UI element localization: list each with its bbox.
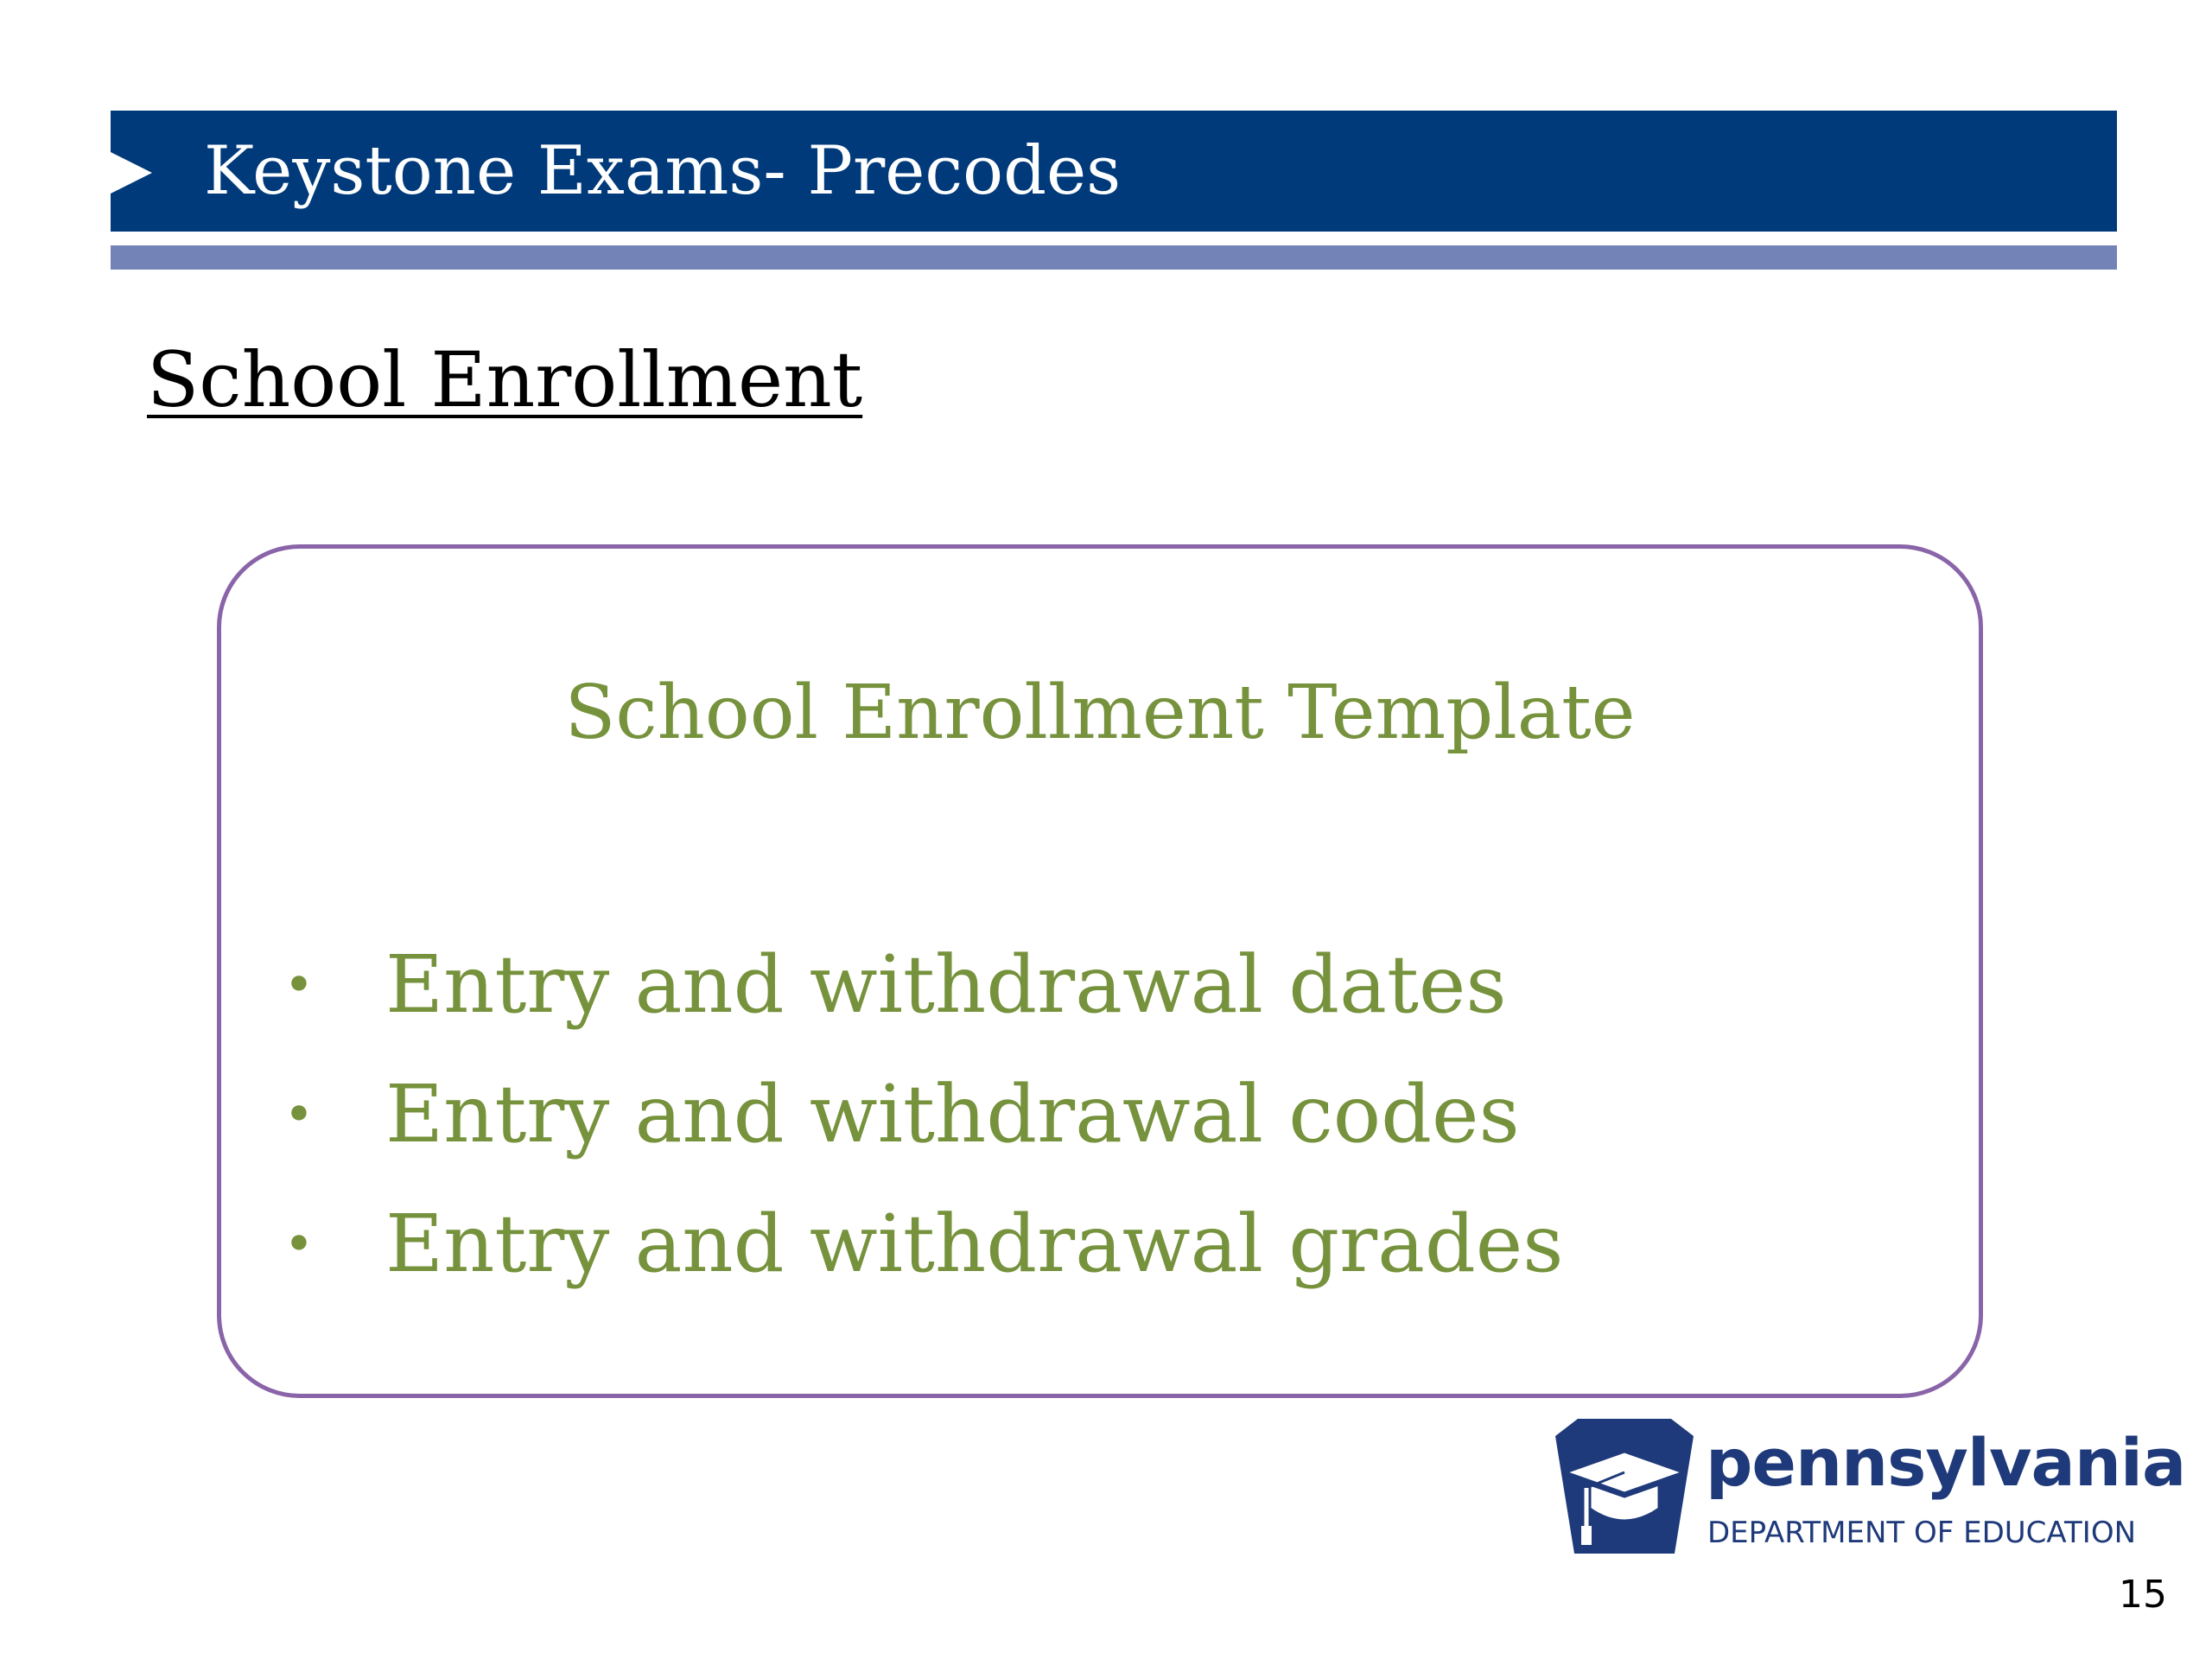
page-number: 15 xyxy=(2119,1573,2167,1617)
keystone-graduation-cap-icon xyxy=(1552,1417,1697,1564)
title-arrow-icon xyxy=(111,152,152,194)
bullet-icon: • xyxy=(283,1084,315,1145)
section-heading: School Enrollment xyxy=(147,335,863,424)
bullet-text: Entry and withdrawal codes xyxy=(385,1068,1520,1160)
slide-title: Keystone Exams- Precodes xyxy=(204,132,1122,210)
logo-department: DEPARTMENT OF EDUCATION xyxy=(1707,1516,2137,1550)
bullet-icon: • xyxy=(283,955,315,1015)
logo-wordmark: pennsylvania xyxy=(1706,1424,2186,1501)
bullet-text: Entry and withdrawal grades xyxy=(385,1198,1564,1290)
pa-education-logo xyxy=(1552,1417,2186,1564)
box-title: School Enrollment Template xyxy=(564,670,1636,756)
content-box xyxy=(217,544,1983,1398)
bullet-icon: • xyxy=(283,1214,315,1274)
title-underline xyxy=(111,245,2117,270)
bullet-text: Entry and withdrawal dates xyxy=(385,938,1507,1031)
title-bar xyxy=(111,111,2117,232)
